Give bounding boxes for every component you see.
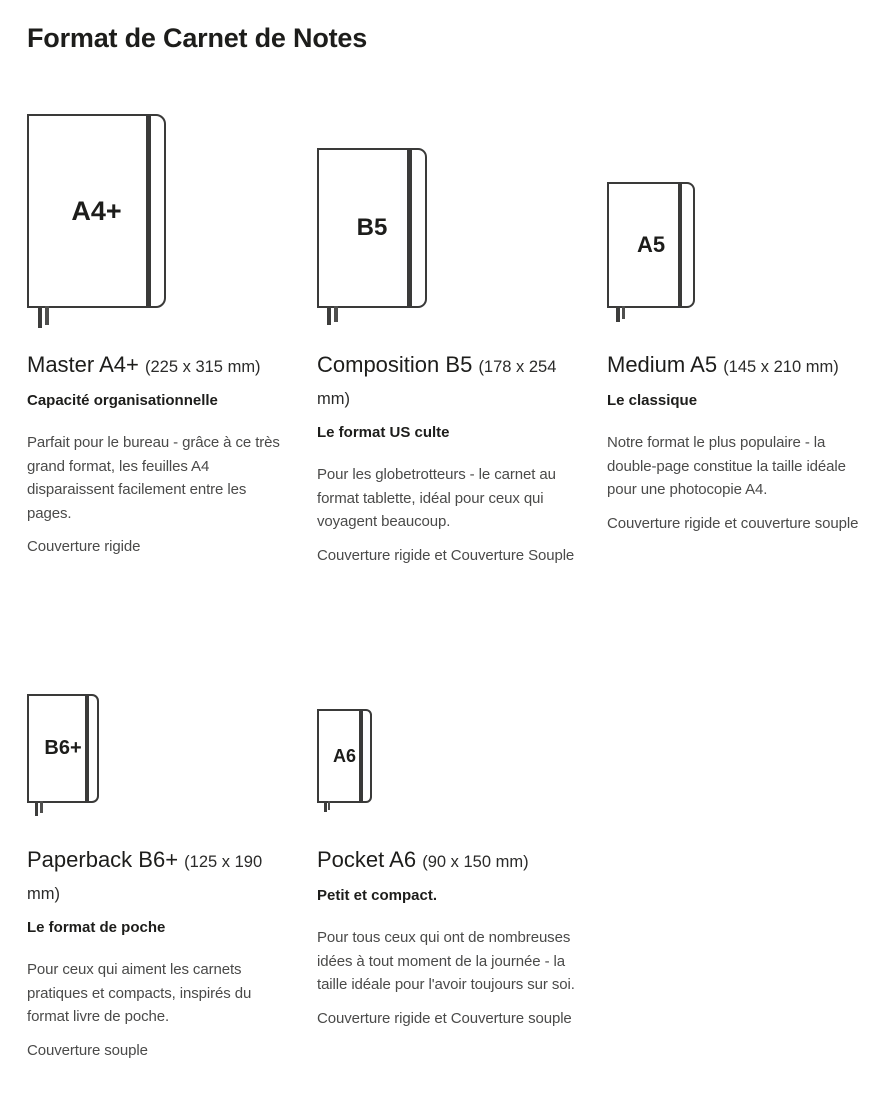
format-description: Pour les globetrotteurs - le carnet au format tablette, idéal pour ceux qui voyagent beaucoup. — [317, 466, 556, 530]
format-cover-options: Couverture rigide et Couverture souple — [317, 1009, 572, 1027]
format-tagline: Le format de poche — [27, 919, 166, 936]
format-name: Paperback B6+ — [27, 847, 179, 872]
format-tagline: Capacité organisationnelle — [27, 392, 218, 409]
format-description: Parfait pour le bureau - grâce à ce très grand format, les feuilles A4 disparaissent facilement entre les pages. — [27, 434, 280, 522]
bookmark-ribbon — [45, 306, 49, 325]
bookmark-ribbon — [38, 306, 42, 328]
format-name: Master A4+ — [27, 352, 139, 377]
format-cover-options: Couverture souple — [27, 1041, 148, 1059]
elastic-band — [359, 709, 363, 803]
notebook-b6plus-illustration — [27, 694, 99, 803]
format-card-composition-b5 — [317, 114, 577, 567]
notebook-size-label: A4+ — [71, 195, 122, 226]
format-dimensions: (125 x 190 mm) — [27, 853, 263, 903]
format-card-paperback-b6plus — [27, 693, 287, 1062]
format-dimensions: (90 x 150 mm) — [422, 853, 529, 871]
bookmark-ribbon — [328, 801, 330, 810]
format-description: Notre format le plus populaire - la double-page constitue la taille idéale pour une photocopie A4. — [607, 434, 846, 498]
notebook-illustration-wrap — [607, 114, 867, 308]
elastic-band — [407, 148, 412, 308]
notebook-size-label: A5 — [636, 232, 666, 257]
format-tagline: Le classique — [607, 392, 698, 409]
bookmark-ribbon — [40, 801, 43, 813]
format-name: Composition B5 — [317, 352, 473, 377]
elastic-band — [678, 182, 682, 308]
notebook-illustration-wrap — [317, 114, 577, 308]
page-title: Format de Carnet de Notes — [27, 23, 368, 53]
format-description: Pour ceux qui aiment les carnets pratiques et compacts, inspirés du format livre de poche. — [27, 961, 252, 1025]
format-tagline: Petit et compact. — [317, 887, 438, 904]
notebook-b5-illustration — [317, 148, 427, 308]
format-dimensions: (225 x 315 mm) — [145, 358, 261, 376]
format-card-medium-a5 — [607, 114, 867, 567]
bookmark-ribbon — [334, 306, 338, 322]
format-cover-options: Couverture rigide et couverture souple — [607, 514, 859, 532]
notebook-a4plus-illustration — [27, 114, 166, 308]
notebook-a5-illustration — [607, 182, 695, 308]
bookmark-ribbon — [324, 801, 327, 812]
notebook-size-label: A6 — [332, 745, 356, 766]
format-card-pocket-a6 — [317, 693, 577, 1062]
format-cover-options: Couverture rigide et Couverture Souple — [317, 546, 575, 564]
format-title — [27, 845, 287, 909]
format-name: Pocket A6 — [317, 847, 417, 872]
bookmark-ribbon — [35, 801, 38, 816]
format-title — [607, 350, 867, 382]
notebook-size-label: B5 — [356, 214, 388, 241]
notebook-size-label: B6+ — [44, 737, 82, 759]
notebook-illustration-wrap — [27, 693, 287, 803]
bookmark-ribbon — [616, 306, 620, 322]
format-title — [317, 350, 577, 414]
format-tagline: Le format US culte — [317, 424, 450, 441]
format-dimensions: (178 x 254 mm) — [317, 358, 557, 408]
bookmark-ribbon — [327, 306, 331, 325]
notebook-illustration-wrap — [27, 114, 287, 308]
format-title — [317, 845, 577, 877]
format-dimensions: (145 x 210 mm) — [723, 358, 839, 376]
notebook-illustration-wrap — [317, 693, 577, 803]
notebook-a6-illustration — [317, 709, 372, 803]
elastic-band — [146, 114, 151, 308]
format-title — [27, 350, 287, 382]
format-cover-options: Couverture rigide — [27, 538, 141, 555]
elastic-band — [85, 694, 89, 803]
bookmark-ribbon — [622, 306, 625, 319]
format-cards-grid — [27, 114, 867, 1062]
format-card-master-a4plus — [27, 114, 287, 567]
format-name: Medium A5 — [607, 352, 718, 377]
format-description: Pour tous ceux qui ont de nombreuses idées à tout moment de la journée - la taille idéale pour l'avoir toujours sur soi. — [317, 929, 575, 993]
